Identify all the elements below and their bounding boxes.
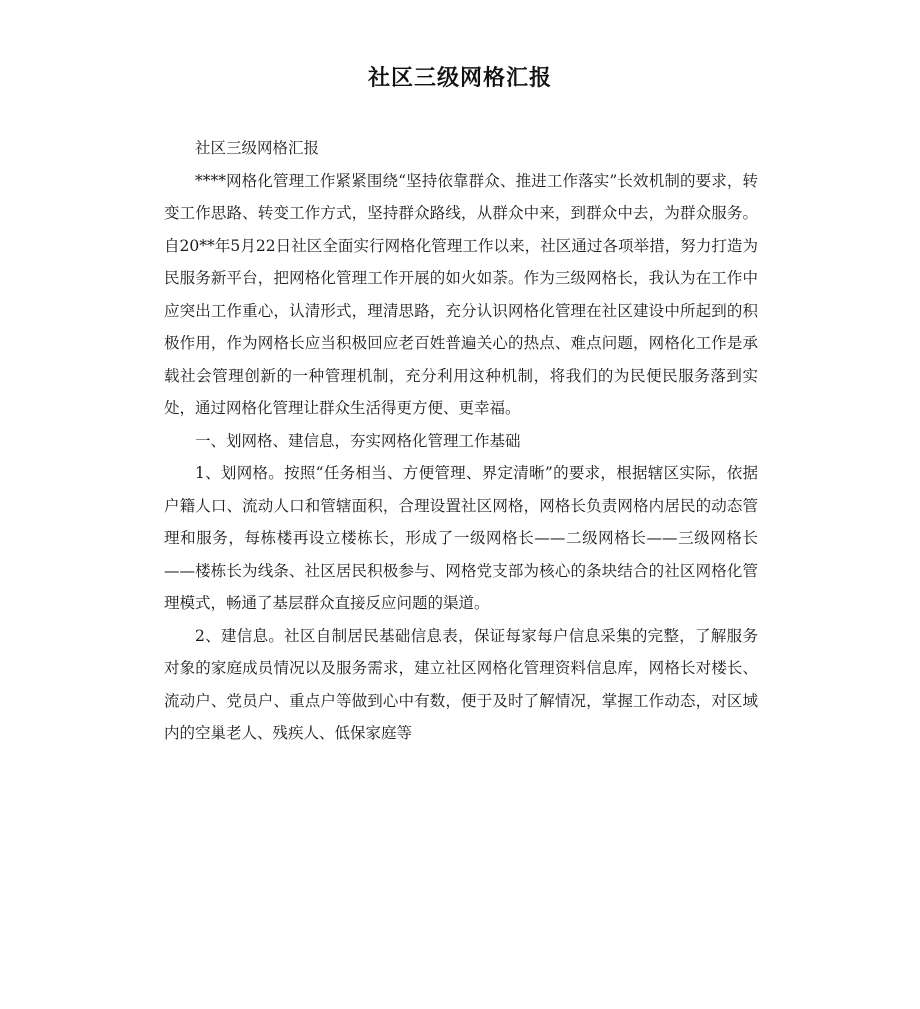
paragraph-build-info: 2、建信息。社区自制居民基础信息表，保证每家每户信息采集的完整，了解服务对象的家庭成员情况以及服务需求，建立社区网格化管理资料信息库，网格长对楼长、流动户、党员户、重点户等做到心中有数，便于及时了解情况，掌握工作动态，对区域内的空巢老人、残疾人、低保家庭等	[164, 626, 758, 742]
paragraph-intro: ****网格化管理工作紧紧围绕“坚持依靠群众、推进工作落实”长效机制的要求，转变工作思路、转变工作方式，坚持群众路线，从群众中来，到群众中去，为群众服务。自20**年5月22日社区全面实行网格化管理工作以来，社区通过各项举措，努力打造为民服务新平台，把网格化管理工作开展的如火如荼。作为三级网格长，我认为在工作中应突出工作重心，认清形式，理清思路，充分认识网格化管理在社区建设中所起到的积极作用，作为网格长应当积极回应老百姓普遍关心的热点、难点问题，网格化工作是承载社会管理创新的一种管理机制，充分利用这种机制，将我们的为民便民服务落到实处，通过网格化管理让群众生活得更方便、更幸福。	[164, 171, 758, 417]
paragraph-subtitle: 社区三级网格汇报	[195, 139, 320, 157]
document-title: 社区三级网格汇报	[367, 66, 552, 91]
paragraph-section-heading: 一、划网格、建信息，夯实网格化管理工作基础	[195, 431, 521, 450]
paragraph-divide-grid: 1、划网格。按照“任务相当、方便管理、界定清晰”的要求，根据辖区实际，依据户籍人口、流动人口和管辖面积，合理设置社区网格，网格长负责网格内居民的动态管理和服务，每栋楼再设立楼栋长，形成了一级网格长——二级网格长——三级网格长——楼栋长为线条、社区居民积极参与、网格党支部为核心的条块结合的社区网格化管理模式，畅通了基层群众直接反应问题的渠道。	[164, 464, 758, 612]
document-body	[164, 132, 758, 750]
